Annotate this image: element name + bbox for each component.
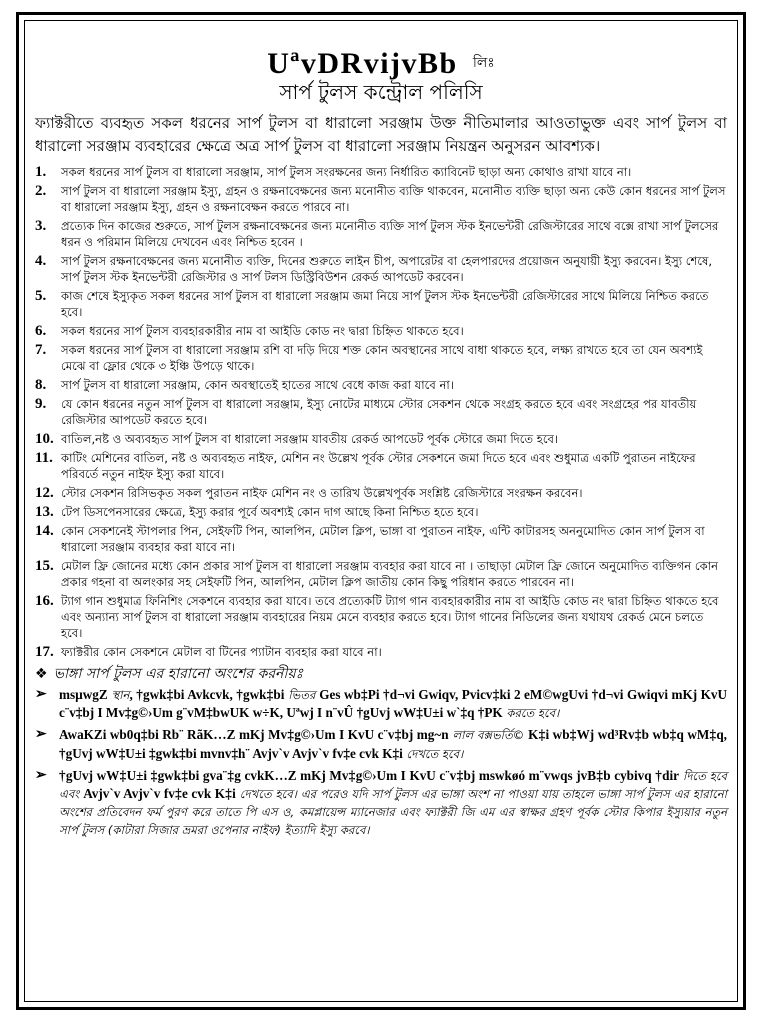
section-item-text-italic: ভিতর <box>284 688 320 702</box>
rule-number: 5. <box>35 288 47 304</box>
section-item-text: †gUvj wW‡U±i ‡gwk‡bi gva¨‡g cvkK…Z mKj Mv‡g©›Um I KvU c¨v‡bj mswkøó m¨vwqs jvB‡b cybivq †dir <box>59 767 679 783</box>
rule-item <box>35 288 727 320</box>
rule-text: মেটাল ফ্রি জোনের মধ্যে কোন প্রকার সার্প টুলস বা ধারালো সরঞ্জাম ব্যবহার করা যাবে না । তাছাড়া মেটাল ফ্রি জোনে অনুমোদিত ব্যক্তিগন কোন প্রকার গহনা বা অলংকার সহ সেইফটি পিন, আলপিন, মেটাল ক্লিপ জাতীয় কোন কিছু পরিধান করতে পারবেন না। <box>61 559 718 589</box>
arrow-bullet-icon: ➢ <box>35 727 47 743</box>
rule-item <box>35 558 727 590</box>
arrow-bullet-icon: ➢ <box>35 767 47 783</box>
section-item-text: Avjv`v Avjv`v fv‡e cvk K‡i <box>83 786 236 802</box>
rule-number: 6. <box>35 323 47 339</box>
rule-number: 4. <box>35 253 47 269</box>
section-item-text: , †gwk‡bi Avkcvk, †gwk‡bi <box>129 687 285 702</box>
rule-item <box>35 450 727 482</box>
arrow-bullet-icon: ➢ <box>35 687 47 702</box>
rule-item <box>35 485 727 501</box>
rule-number: 15. <box>35 558 54 574</box>
rule-item <box>35 396 727 428</box>
rule-text: বাতিল,নষ্ট ও অব্যবহৃত সার্প টুলস বা ধারালো সরঞ্জাম যাবতীয় রেকর্ড আপডেট পূর্বক স্টোরে জমা দিতে হবে। <box>61 432 559 446</box>
company-name: UªvDRvijvBb <box>267 47 458 80</box>
section-item-text-italic: লাল বক্সভর্তি© <box>448 728 529 743</box>
section-item-text: AwaKZi wb0q‡bi Rb¨ RãK…Z mKj Mv‡g©›Um I KvU c¨v‡bj mg~n <box>59 727 449 743</box>
section-item-text-italic: করতে হবে। <box>502 706 560 721</box>
section-item-text: K‡i wb‡Wj wd³Rv‡b wb‡q wM‡q, †gUvj wW‡U±i ‡gwk‡bi mvnv‡h¨ Avjv`v Avjv`v fv‡e cvk K‡i <box>59 727 727 761</box>
section-item-text-italic: দিতে হবে এবং <box>59 768 727 802</box>
title-row <box>35 47 727 81</box>
rule-item <box>35 218 727 250</box>
section-item-text-italic: স্থান <box>107 688 130 702</box>
rule-item <box>35 504 727 520</box>
rule-number: 13. <box>35 504 54 520</box>
rule-item <box>35 164 727 180</box>
section-heading <box>35 664 727 684</box>
rule-text: স্টোর সেকশন রিসিভকৃত সকল পুরাতন নাইফ মেশিন নং ও তারিখ উল্লেখপূর্বক সংশ্লিষ্ট রেজিস্টারে সংরক্ষন করবেন। <box>61 486 583 500</box>
rule-text: সার্প টুলস রক্ষনাবেক্ষনের জন্য মনোনীত ব্যক্তি, দিনের শুরুতে লাইন চীপ, অপারেটর বা হেলপারদের প্রয়োজন অনুযায়ী ইস্যু করবেন। ইস্যু শেষে, সার্প টুলস স্টক ইনভেন্টরী রেজিস্টার ও সার্প টলস ডিস্ট্রিবিউশন রেকর্ড আপডেট করবেন। <box>61 254 713 284</box>
rule-item <box>35 644 727 660</box>
rule-number: 17. <box>35 644 54 660</box>
section-items <box>35 686 727 840</box>
rule-text: কোন সেকশনেই স্টাপলার পিন, সেইফটি পিন, আলপিন, মেটাল ক্লিপ, ভাঙ্গা বা পুরাতন নাইফ, এন্টি কাটারসহ অননুমোদিত কোন সার্প টুলস বা ধারালো সরঞ্জাম ব্যবহার করা যাবে না। <box>61 524 705 554</box>
document-content <box>35 47 727 844</box>
rule-number: 9. <box>35 396 47 412</box>
rule-text: সার্প টুলস বা ধারালো সরঞ্জাম, কোন অবস্থাতেই হাতের সাথে বেধে কাজ করা যাবে না। <box>61 378 454 392</box>
section-heading-text: ভাঙ্গা সার্প টুলস এর হারানো অংশের করনীয়ঃ <box>53 666 304 682</box>
rule-number: 14. <box>35 523 54 539</box>
rule-item <box>35 431 727 447</box>
rule-item <box>35 593 727 641</box>
rule-number: 16. <box>35 593 54 609</box>
rule-item <box>35 323 727 339</box>
rule-text: প্রত্যেক দিন কাজের শুরুতে, সার্প টুলস রক্ষনাবেক্ষনের জন্য মনোনীত ব্যক্তি সার্প টুলস স্টক ইনভেন্টরী রেজিস্টারের সাথে বক্সে রাখা সার্প টুলসের ধরন ও পরিমান মিলিয়ে দেখবেন এবং নিশ্চিত হবেন । <box>61 219 719 249</box>
rule-text: টেপ ডিসপেনসারের ক্ষেত্রে, ইস্যু করার পূর্বে অবশ্যই কোন দাগ আছে কিনা নিশ্চিত হতে হবে। <box>61 505 479 519</box>
rule-text: সকল ধরনের সার্প টুলস ব্যবহারকারীর নাম বা আইডি কোড নং দ্বারা চিহ্নিত থাকতে হবে। <box>61 324 464 338</box>
rule-text: সার্প টুলস বা ধারালো সরঞ্জাম ইস্যু, গ্রহন ও রক্ষনাবেক্ষনের জন্য মনোনীত ব্যক্তি থাকবেন, মনোনীত ব্যক্তি ছাড়া অন্য কেউ কোন ধরনের সার্প টুলস বা ধারালো সরঞ্জাম ইস্যু, গ্রহন ও রক্ষনাবেক্ষন করতে পারবে না। <box>61 184 726 214</box>
rule-item <box>35 523 727 555</box>
rule-number: 7. <box>35 342 47 358</box>
intro-paragraph: ফ্যাক্টরীতে ব্যবহৃত সকল ধরনের সার্প টুলস বা ধারালো সরঞ্জাম উক্ত নীতিমালার আওতাভুক্ত এবং সার্প টুলস বা ধারালো সরঞ্জাম ব্যবহারের ক্ষেত্রে অত্র সার্প টুলস বা ধারালো সরঞ্জাম নিয়ন্ত্রন অনুসরন আবশ্যক। <box>35 114 727 155</box>
rule-item <box>35 183 727 215</box>
rule-number: 2. <box>35 183 47 199</box>
rule-number: 11. <box>35 450 53 466</box>
rule-text: যে কোন ধরনের নতুন সার্প টুলস বা ধারালো সরঞ্জাম, ইস্যু নোটের মাধ্যমে স্টোর সেকশন থেকে সংগ্রহ করতে হবে এবং সংগ্রহের পর যাবতীয় রেজিস্টার আপডেট করতে হবে। <box>61 397 697 427</box>
rule-number: 8. <box>35 377 47 393</box>
diamond-bullet-icon: ❖ <box>35 666 48 682</box>
rule-text: সকল ধরনের সার্প টুলস বা ধারালো সরঞ্জাম রশি বা দড়ি দিয়ে শক্ত কোন অবস্থানের সাথে বাধা থাকতে হবে, লক্ষ্য রাখতে হবে তা যেন অবশ্যই মেঝে বা ফ্লোর থেকে ৩ ইঞ্চি উপড়ে থাকে। <box>61 343 703 373</box>
section-item-text: msµwgZ <box>59 687 108 702</box>
rule-number: 3. <box>35 218 47 234</box>
policy-title: সার্প টুলস কন্ট্রোল পলিসি <box>279 80 483 104</box>
rule-text: কাটিং মেশিনের বাতিল, নষ্ট ও অব্যবহৃত নাইফ, মেশিন নং উল্লেখ পূর্বক স্টোর সেকশনে জমা দিতে হবে এবং শুধুমাত্র একটি পুরাতন নাইফের পরিবর্তে নতুন নাইফ ইস্যু করা যাবে। <box>61 451 696 481</box>
rule-number: 1. <box>35 164 47 180</box>
rule-text: সকল ধরনের সার্প টুলস বা ধারালো সরঞ্জাম, সার্প টুলস সংরক্ষনের জন্য নির্ধারিত ক্যাবিনেট ছাড়া অন্য কোথাও রাখা যাবে না। <box>61 165 632 179</box>
section-item-text-italic: দেখতে হবে। <box>402 746 464 761</box>
rule-text: ফ্যাক্টরীর কোন সেকশনে মেটাল বা টিনের প্যাটান ব্যবহার করা যাবে না। <box>61 645 382 659</box>
company-suffix: লিঃ <box>472 55 495 71</box>
rule-text: ট্যাগ গান শুধুমাত্র ফিনিশিং সেকশনে ব্যবহার করা যাবে। তবে প্রত্যেকটি ট্যাগ গান ব্যবহারকারীর নাম বা আইডি কোড নং দ্বারা চিহ্নিত থাকতে হবে এবং অন্যান্য সার্প টুলস বা ধারালো সরঞ্জাম ব্যবহারের নিয়ম মেনে ব্যবহার করতে হবে। ট্যাগ গানের নিডিলের জন্য যথাযথ রেকর্ড মেনে চলতে হবে। <box>61 594 719 640</box>
rules-list <box>35 164 727 660</box>
rule-number: 10. <box>35 431 54 447</box>
rule-item <box>35 342 727 374</box>
rule-text: কাজ শেষে ইস্যুকৃত সকল ধরনের সার্প টুলস বা ধারালো সরঞ্জাম জমা নিয়ে সার্প টুলস স্টক ইনভেন্টরী রেজিস্টারের সাথে মিলিয়ে নিশ্চিত করতে হবে। <box>61 289 709 319</box>
section-item <box>35 767 727 840</box>
section-item <box>35 726 727 762</box>
rule-number: 12. <box>35 485 54 501</box>
rule-item <box>35 253 727 285</box>
section-item-text: Ges wb‡Pi †d¬vi Gwiqv, Pvicv‡ki 2 eM©wgUvi †d¬vi Gwiqvi mKj KvU c¨v‡bj I Mv‡g©›Um g¨vM‡bwUK w÷K, Uªwj I n¨vÛ †gUvj wW‡U±i w`‡q †PK <box>59 687 727 721</box>
section-item-text-italic: দেখতে হবে। এর পরেও যদি সার্প টুলস এর ভাঙ্গা অংশ না পাওয়া যায় তাহলে ভাঙ্গা সার্প টুলস এর হারানো অংশের প্রতিবেদন ফর্ম পুরণ করে তাতে পি এস ও, কমপ্লায়েন্স ম্যানেজার এবং ফ্যাক্টরী জি এম এর স্বাক্ষর গ্রহণ পূর্বক স্টোর কিপার ইস্যুয়ার নতুন সার্প টুলস (কাটারা সিজার ভ্রমরা ওপেনার নাইফ) ইত্যাদি ইস্যু করবে। <box>59 787 728 838</box>
section-item <box>35 686 727 722</box>
page-border-inner <box>24 20 738 1002</box>
rule-item <box>35 377 727 393</box>
